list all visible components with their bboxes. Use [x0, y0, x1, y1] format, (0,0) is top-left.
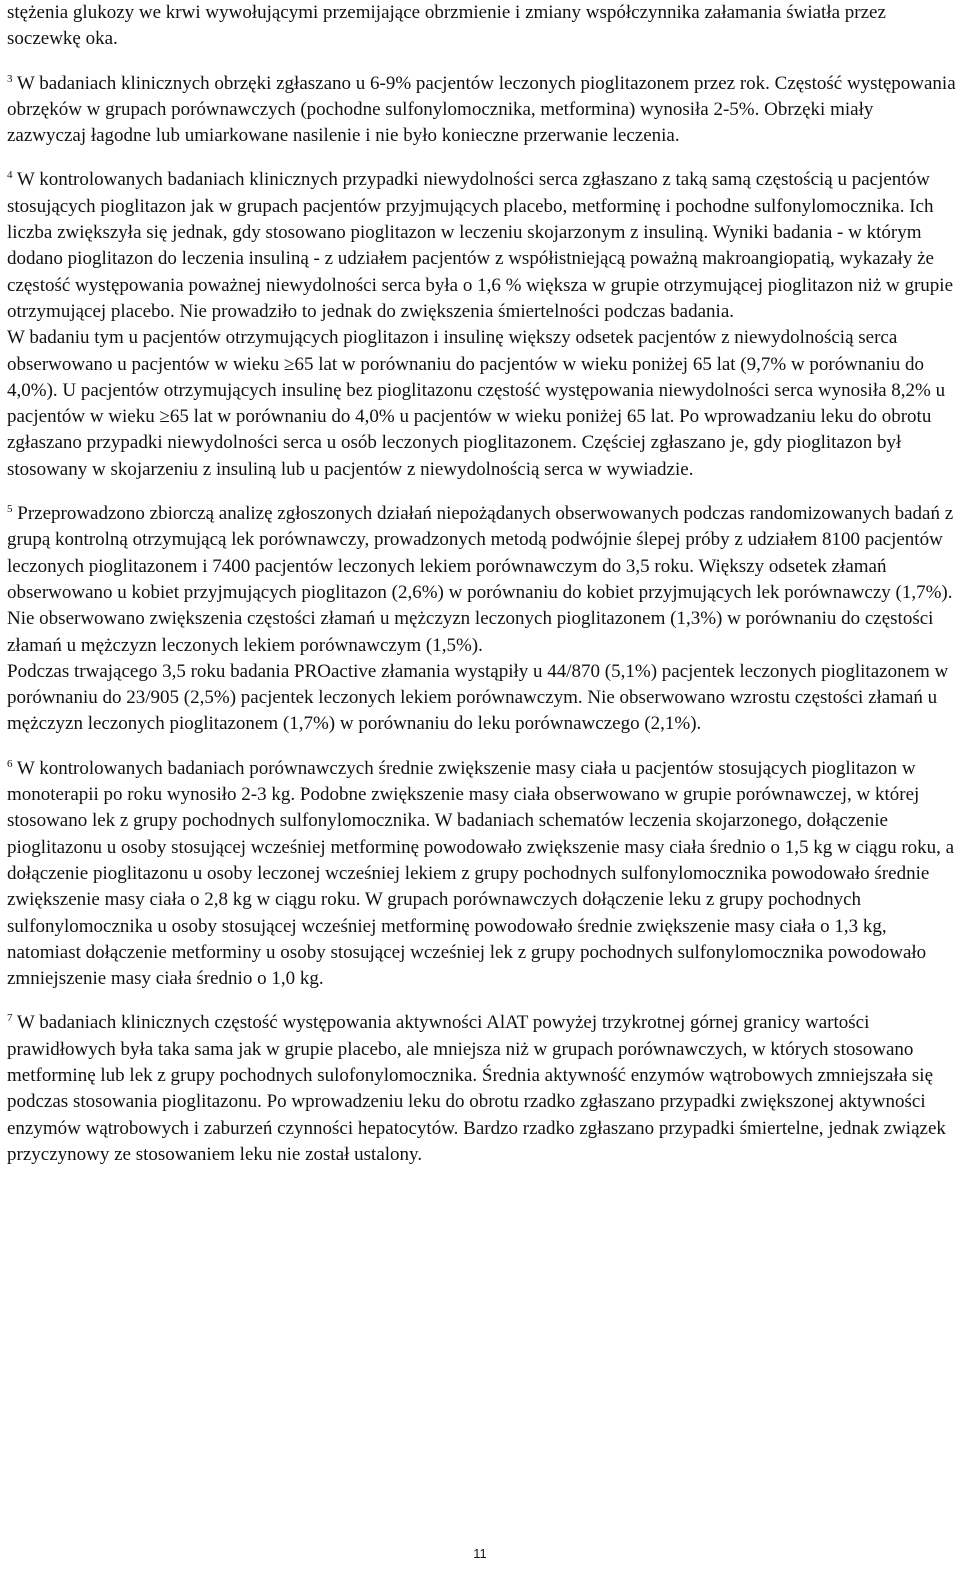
footnote-marker: 3 — [7, 72, 13, 85]
paragraph-text: W badaniach klinicznych częstość występowania aktywności AlAT powyżej trzykrotnej górnej granicy wartości prawidłowych była taka sama jak w grupie placebo, ale mniejsza niż w grupach porównawczych, w których stosowano metforminę lub lek z grupy pochodnych sulofonylomocznika. Średnia aktywność enzymów wątrobowych zmniejszała się podczas stosowania pioglitazonu. Po wprowadzeniu leku do obrotu rzadko zgłaszano przypadki zwiększonej aktywności enzymów wątrobowych i zaburzeń czynności hepatocytów. Bardzo rzadko zgłaszano przypadki śmiertelne, jednak związek przyczynowy ze stosowaniem leku nie został ustalony. — [7, 1012, 946, 1165]
paragraph-gap — [7, 53, 957, 71]
paragraph-text: Przeprowadzono zbiorczą analizę zgłoszonych działań niepożądanych obserwowanych podczas randomizowanych badań z grupą kontrolną otrzymującą lek porównawczy, prowadzonych metodą podwójnie ślepej próby z udziałem 8100 pacjentów leczonych pioglitazonem i 7400 pacjentów leczonych lekiem porównawczym do 3,5 roku. Większy odsetek złamań obserwowano u kobiet przyjmujących pioglitazon (2,6%) w porównaniu do kobiet przyjmujących lek porównawczy (1,7%). Nie obserwowano zwiększenia częstości złamań u mężczyzn leczonych pioglitazonem (1,3%) w porównaniu do częstości złamań u mężczyzn leczonych lekiem porównawczym (1,5%). — [7, 503, 954, 656]
paragraph-proactive-fractures — [7, 659, 957, 738]
page-number: 11 — [473, 1546, 487, 1561]
footnote-marker: 7 — [7, 1012, 13, 1025]
paragraph-lens-changes — [7, 0, 957, 53]
paragraph-gap — [7, 992, 957, 1010]
footnote-marker: 5 — [7, 503, 13, 516]
paragraph-gap — [7, 149, 957, 167]
document-body — [7, 0, 957, 1168]
paragraph-text: W badaniach klinicznych obrzęki zgłaszano u 6-9% pacjentów leczonych pioglitazonem przez rok. Częstość występowania obrzęków w grupach porównawczych (pochodne sulfonylomocznika, metformina) wynosiła 2-5%. Obrzęki miały zazwyczaj łagodne lub umiarkowane nasilenie i nie było konieczne przerwanie leczenia. — [7, 72, 956, 147]
footnote-3-edema — [7, 71, 957, 150]
paragraph-gap — [7, 738, 957, 756]
paragraph-text: stężenia glukozy we krwi wywołującymi przemijające obrzmienie i zmiany współczynnika załamania światła przez soczewkę oka. — [7, 2, 886, 50]
paragraph-heart-failure-age — [7, 325, 957, 483]
footnote-4-heart-failure — [7, 167, 957, 325]
paragraph-text: W kontrolowanych badaniach porównawczych średnie zwiększenie masy ciała u pacjentów stosujących pioglitazon w monoterapii po roku wynosiło 2-3 kg. Podobne zwiększenie masy ciała obserwowano w grupie porównawczej, w której stosowano lek z grupy pochodnych sulfonylomocznika. W badaniach schematów leczenia skojarzonego, dołączenie pioglitazonu u osoby stosującej wcześniej metforminę powodowało zwiększenie masy ciała średnio o 1,5 kg w ciągu roku, a dołączenie pioglitazonu u osoby leczonej wcześniej lekiem z grupy pochodnych sulfonylomocznika powodowało średnie zwiększenie masy ciała o 2,8 kg w ciągu roku. W grupach porównawczych dołączenie leku z grupy pochodnych sulfonylomocznika u osoby stosującej wcześniej metforminę powodowało średnie zwiększenie masy ciała o 1,3 kg, natomiast dołączenie metforminy u osoby stosującej wcześniej lek z grupy pochodnych sulfonylomocznika powodowało zmniejszenie masy ciała średnio o 1,0 kg. — [7, 757, 955, 990]
paragraph-text: W badaniu tym u pacjentów otrzymujących pioglitazon i insulinę większy odsetek pacjentów z niewydolnością serca obserwowano u pacjentów w wieku ≥65 lat w porównaniu do pacjentów w wieku poniżej 65 lat (9,7% w porównaniu do 4,0%). U pacjentów otrzymujących insulinę bez pioglitazonu częstość występowania niewydolności serca wynosiła 8,2% u pacjentów w wieku ≥65 lat w porównaniu do 4,0% u pacjentów w wieku poniżej 65 lat. Po wprowadzaniu leku do obrotu zgłaszano przypadki niewydolności serca u osób leczonych pioglitazonem. Częściej zgłaszano je, gdy pioglitazon był stosowany w skojarzeniu z insuliną lub u pacjentów z niewydolnością serca w wywiadzie. — [7, 327, 946, 480]
footnote-6-weight-gain — [7, 756, 957, 993]
paragraph-gap — [7, 483, 957, 501]
paragraph-text: W kontrolowanych badaniach klinicznych przypadki niewydolności serca zgłaszano z taką samą częstością u pacjentów stosujących pioglitazon jak w grupach pacjentów przyjmujących placebo, metforminę i pochodne sulfonylomocznika. Ich liczba zwiększyła się jednak, gdy stosowano pioglitazon w leczeniu skojarzonym z insuliną. Wyniki badania - w którym dodano pioglitazon do leczenia insuliną - z udziałem pacjentów z współistniejącą poważną makroangiopatią, wykazały że częstość występowania poważnej niewydolności serca była o 1,6 % większa w grupie otrzymującej pioglitazon niż w grupie otrzymującej placebo. Nie prowadziło to jednak do zwiększenia śmiertelności podczas badania. — [7, 169, 954, 322]
footnote-5-fractures — [7, 501, 957, 659]
footnote-marker: 4 — [7, 169, 13, 182]
footnote-7-liver-enzymes — [7, 1010, 957, 1168]
footnote-marker: 6 — [7, 757, 13, 770]
paragraph-text: Podczas trwającego 3,5 roku badania PROactive złamania wystąpiły u 44/870 (5,1%) pacjentek leczonych pioglitazonem w porównaniu do 23/905 (2,5%) pacjentek leczonych lekiem porównawczym. Nie obserwowano wzrostu częstości złamań u mężczyzn leczonych pioglitazonem (1,7%) w porównaniu do leku porównawczego (2,1%). — [7, 660, 949, 735]
